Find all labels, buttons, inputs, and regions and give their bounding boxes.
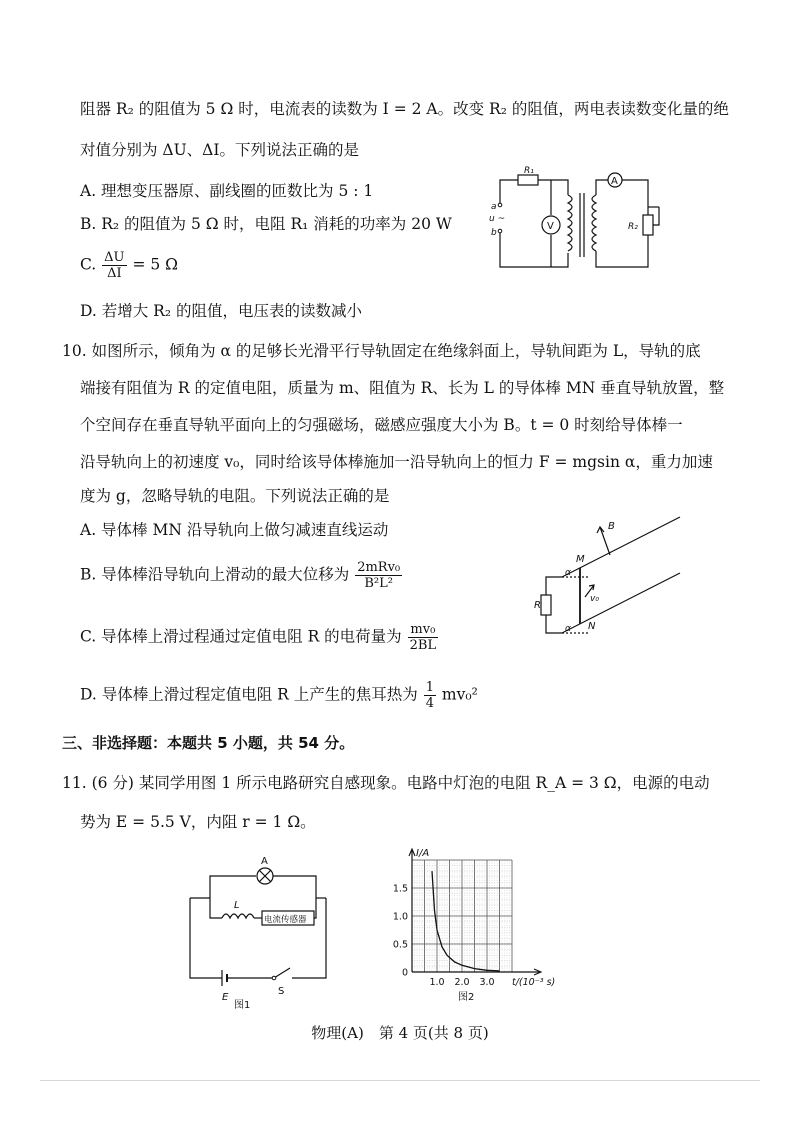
q9-fig-r1-label: R₁ [524,166,534,176]
q10-option-d-prefix: D. 导体棒上滑过程定值电阻 R 上产生的焦耳热为 [80,685,418,704]
q10-fig-alpha-bottom: α [565,624,571,634]
q10-option-c-numerator: mv₀ [408,622,438,638]
page-footer: 物理(A) 第 4 页(共 8 页) [311,1024,489,1042]
q10-option-d-fraction [424,680,436,711]
q11-stem-line1: 11. (6 分) 某同学用图 1 所示电路研究自感现象。电路中灯泡的电阻 R_A = 3 Ω，电源的电动 [62,774,710,792]
y-tick-label: 1.0 [392,911,408,923]
q9-fig-a-label: a [491,202,497,212]
q9-option-c-fraction [102,250,126,281]
q10-option-d-suffix: mv₀² [441,685,478,704]
q9-fig-u-label: u ~ [489,214,506,224]
q10-option-c-fraction [408,622,438,653]
chart-axes [409,849,541,975]
q11-fig2-caption: 图2 [458,992,475,1003]
y-tick-label: 1.5 [392,883,408,895]
q10-fig-alpha-top: α [565,568,571,578]
section-3-heading: 三、非选择题：本题共 5 小题，共 54 分。 [62,734,355,752]
chart-x-axis-label: t/(10⁻³ s) [512,977,556,988]
q10-option-d [80,680,478,711]
x-tick-label: 2.0 [454,977,470,988]
q10-option-c-denominator: 2BL [409,638,437,653]
x-tick-label: 3.0 [479,977,495,988]
q10-stem-line2: 端接有阻值为 R 的定值电阻，质量为 m、阻值为 R、长为 L 的导体棒 MN 垂直导轨放置，整 [80,379,725,397]
q11-figure2-current-time-chart [370,846,556,1006]
q9-fig-r2-label: R₂ [628,222,638,232]
q9-transformer-circuit-figure [488,165,668,275]
q9-option-a: A. 理想变压器原、副线圈的匝数比为 5 : 1 [80,182,374,200]
q10-option-c-prefix: C. 导体棒上滑过程通过定值电阻 R 的电荷量为 [80,627,402,646]
q11-fig1-switch-label: S [278,986,285,997]
q10-option-a: A. 导体棒 MN 沿导轨向上做匀减速直线运动 [80,521,389,539]
q9-fig-voltmeter-label: V [547,221,554,232]
chart-y-axis-label: I/A [416,848,430,859]
q10-option-d-denominator: 4 [425,696,434,711]
q11-fig1-inductor-label: L [234,900,240,911]
q10-fig-r-label: R [534,600,541,611]
y-tick-label: 0 [401,967,408,979]
q10-option-b [80,560,403,591]
q10-option-b-fraction [355,560,402,591]
q10-fig-b-label: B [608,521,615,532]
q10-stem-line4: 沿导轨向上的初速度 v₀，同时给该导体棒施加一沿导轨向上的恒力 F = mgsin α，重力加速 [80,453,713,471]
q9-option-c-suffix: = 5 Ω [132,255,179,274]
q9-fig-b-label: b [491,228,497,238]
q9-stem-line2: 对值分别为 ΔU、ΔI。下列说法正确的是 [80,141,360,159]
q9-option-d: D. 若增大 R₂ 的阻值，电压表的读数减小 [80,302,362,320]
q10-fig-m-label: M [576,554,585,565]
q11-fig1-caption: 图1 [234,1000,251,1011]
q10-option-b-numerator: 2mRv₀ [357,560,401,575]
q10-option-c [80,622,439,653]
q10-fig-v0-label: v₀ [590,594,599,604]
q11-figure1-circuit [186,850,336,1010]
q10-stem-line1: 10. 如图所示，倾角为 α 的足够长光滑平行导轨固定在绝缘斜面上，导轨间距为 L，导轨的底 [62,342,701,360]
q9-option-c-denominator: ΔI [107,266,122,281]
bottom-divider [40,1080,760,1081]
q10-option-b-denominator: B²L² [364,576,393,591]
q10-option-b-prefix: B. 导体棒沿导轨向上滑动的最大位移为 [80,565,350,584]
q10-fig-n-label: N [588,621,596,632]
q9-stem-line1: 阻器 R₂ 的阻值为 5 Ω 时，电流表的读数为 I = 2 A。改变 R₂ 的阻值，两电表读数变化量的绝 [80,100,729,118]
q10-inclined-rails-figure [532,515,682,655]
x-tick-label: 1.0 [429,977,445,988]
q9-option-c [80,250,178,281]
q10-stem-line5: 度为 g，忽略导轨的电阻。下列说法正确的是 [80,487,390,505]
q11-stem-line2: 势为 E = 5.5 V，内阻 r = 1 Ω。 [80,813,316,831]
chart-grid [412,860,512,972]
q9-fig-ammeter-label: A [611,176,618,187]
q11-fig1-sensor-label: 电流传感器 [264,915,307,925]
y-tick-label: 0.5 [392,939,408,951]
q10-stem-line3: 个空间存在垂直导轨平面向上的匀强磁场，磁感应强度大小为 B。t = 0 时刻给导体棒一 [80,416,683,434]
q9-option-b: B. R₂ 的阻值为 5 Ω 时，电阻 R₁ 消耗的功率为 20 W [80,215,452,233]
q11-fig1-battery-label: E [222,992,229,1003]
q9-option-c-numerator: ΔU [104,250,125,265]
q9-option-c-prefix: C. [80,255,97,274]
q11-fig1-lamp-label: A [261,856,268,867]
q10-option-d-numerator: 1 [425,680,434,695]
